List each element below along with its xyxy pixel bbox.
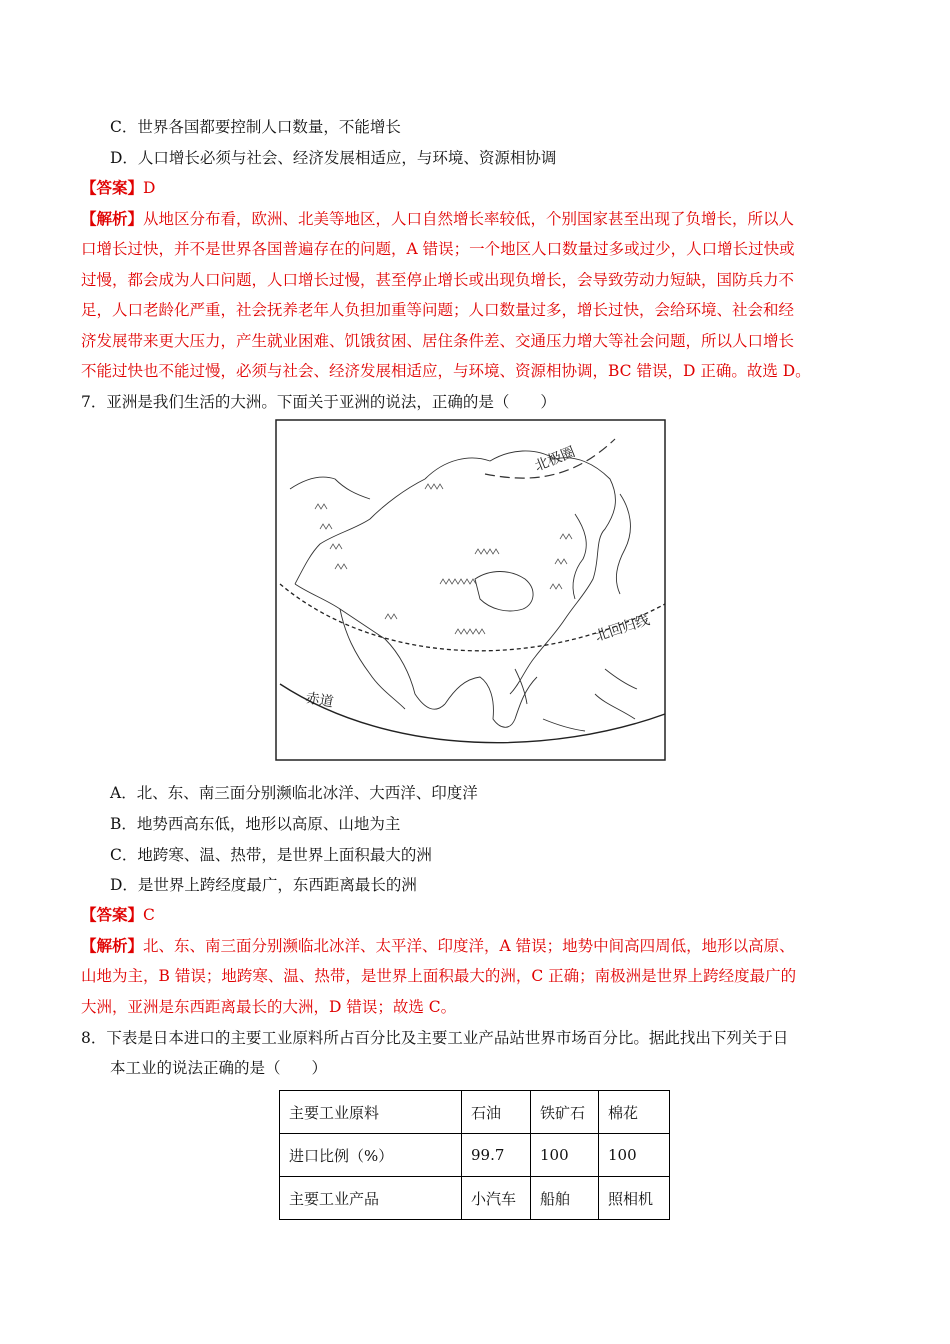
answer-tag: 【答案】	[81, 905, 144, 924]
japan-industry-table	[279, 1090, 670, 1220]
analysis-tag: 【解析】	[81, 209, 144, 228]
q8-stem-line-2: 本工业的说法正确的是（ ）	[110, 1059, 328, 1077]
table-cell: 小汽车	[462, 1177, 531, 1220]
table-cell: 铁矿石	[531, 1091, 599, 1134]
table-cell: 100	[599, 1134, 670, 1177]
equator-label: 赤道	[304, 689, 335, 710]
q7-option-b: B．地势西高东低，地形以高原、山地为主	[110, 815, 401, 833]
q6-analysis-line-1	[81, 209, 794, 229]
analysis-text: 从地区分布看，欧洲、北美等地区，人口自然增长率较低，个别国家甚至出现了负增长，所以人	[143, 210, 795, 228]
q7-option-c: C．地跨寒、温、热带，是世界上面积最大的洲	[110, 846, 432, 864]
answer-tag: 【答案】	[81, 178, 144, 197]
q6-analysis-line-2: 口增长过快，并不是世界各国普遍存在的问题，A 错误；一个地区人口数量过多或过少，人口增长过快或	[81, 240, 795, 258]
q6-analysis-line-5: 济发展带来更大压力，产生就业困难、饥饿贫困、居住条件差、交通压力增大等社会问题，所以人口增长	[81, 332, 795, 350]
table-cell: 主要工业原料	[280, 1091, 462, 1134]
q6-analysis-line-3: 过慢，都会成为人口问题，人口增长过慢，甚至停止增长或出现负增长，会导致劳动力短缺，国防兵力不	[81, 271, 795, 289]
asia-map	[275, 419, 668, 762]
q7-analysis-line-2: 山地为主，B 错误；地跨寒、温、热带，是世界上面积最大的洲，C 正确；南极洲是世界上跨经度最广的	[81, 967, 797, 985]
table-cell: 照相机	[599, 1177, 670, 1220]
table-row	[280, 1134, 670, 1177]
q7-analysis-line-1	[81, 936, 795, 956]
q6-analysis-line-6: 不能过快也不能过慢，必须与社会、经济发展相适应，与环境、资源相协调，BC 错误，D 正确。故选 D。	[81, 362, 811, 380]
answer-value: D	[143, 179, 156, 197]
answer-value: C	[143, 906, 155, 924]
q8-stem-line-1: 8．下表是日本进口的主要工业原料所占百分比及主要工业产品站世界市场百分比。据此找出下列关于日	[81, 1029, 789, 1047]
q6-option-d: D．人口增长必须与社会、经济发展相适应，与环境、资源相协调	[110, 149, 557, 167]
arctic-circle-label: 北极圈	[532, 443, 578, 474]
q7-answer	[81, 905, 155, 925]
q7-analysis-line-3: 大洲，亚洲是东西距离最长的大洲，D 错误；故选 C。	[81, 998, 457, 1016]
tropic-of-cancer-label: 北回归线	[592, 611, 652, 644]
table-cell: 船舶	[531, 1177, 599, 1220]
analysis-tag: 【解析】	[81, 936, 144, 955]
q6-option-c: C．世界各国都要控制人口数量，不能增长	[110, 118, 401, 136]
table-cell: 棉花	[599, 1091, 670, 1134]
q7-option-d: D．是世界上跨经度最广，东西距离最长的洲	[110, 876, 417, 894]
table-row	[280, 1091, 670, 1134]
table-row	[280, 1177, 670, 1220]
q6-analysis-line-4: 足，人口老龄化严重，社会抚养老年人负担加重等问题；人口数量过多，增长过快，会给环境、社会和经	[81, 301, 795, 319]
analysis-text: 北、东、南三面分别濒临北冰洋、太平洋、印度洋，A 错误；地势中间高四周低，地形以高原、	[143, 937, 795, 955]
q7-option-a: A．北、东、南三面分别濒临北冰洋、大西洋、印度洋	[110, 784, 478, 802]
table-cell: 进口比例（%）	[280, 1134, 462, 1177]
table-cell: 主要工业产品	[280, 1177, 462, 1220]
table-cell: 100	[531, 1134, 599, 1177]
q7-stem: 7．亚洲是我们生活的大洲。下面关于亚洲的说法，正确的是（ ）	[81, 393, 556, 411]
table-cell: 99.7	[462, 1134, 531, 1177]
q6-answer	[81, 178, 155, 198]
table-cell: 石油	[462, 1091, 531, 1134]
